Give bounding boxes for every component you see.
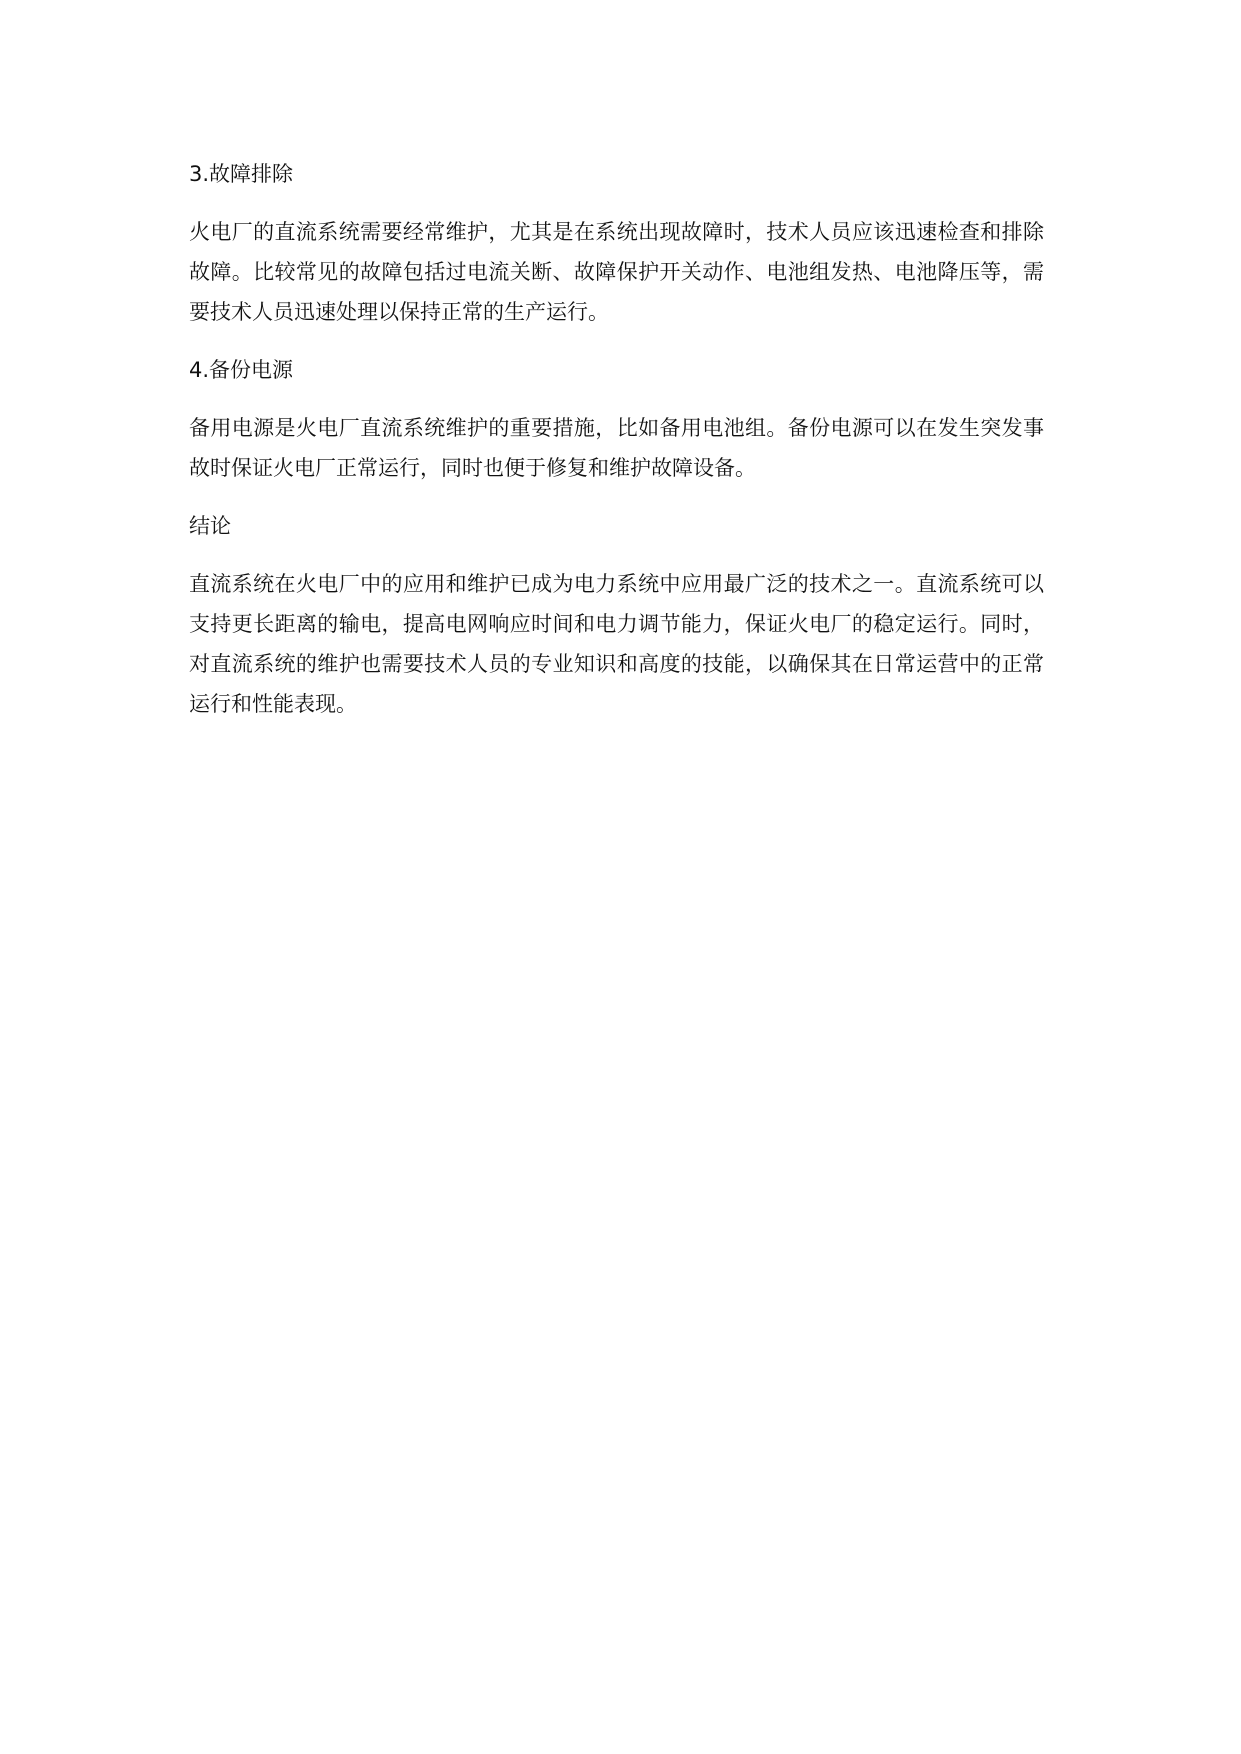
section-heading-troubleshooting: 3.故障排除 (189, 162, 294, 186)
section-heading-conclusion: 结论 (189, 514, 231, 538)
section-body-backup-power: 备用电源是火电厂直流系统维护的重要措施，比如备用电池组。备份电源可以在发生突发事故时保证火电厂正常运行，同时也便于修复和维护故障设备。 (189, 416, 1044, 480)
section-body-conclusion: 直流系统在火电厂中的应用和维护已成为电力系统中应用最广泛的技术之一。直流系统可以支持更长距离的输电，提高电网响应时间和电力调节能力，保证火电厂的稳定运行。同时，对直流系统的维护也需要技术人员的专业知识和高度的技能，以确保其在日常运营中的正常运行和性能表现。 (189, 572, 1044, 716)
section-heading-backup-power: 4.备份电源 (189, 358, 294, 382)
document-content (189, 154, 1044, 742)
section-body-troubleshooting: 火电厂的直流系统需要经常维护，尤其是在系统出现故障时，技术人员应该迅速检查和排除故障。比较常见的故障包括过电流关断、故障保护开关动作、电池组发热、电池降压等，需要技术人员迅速处理以保持正常的生产运行。 (189, 220, 1044, 324)
